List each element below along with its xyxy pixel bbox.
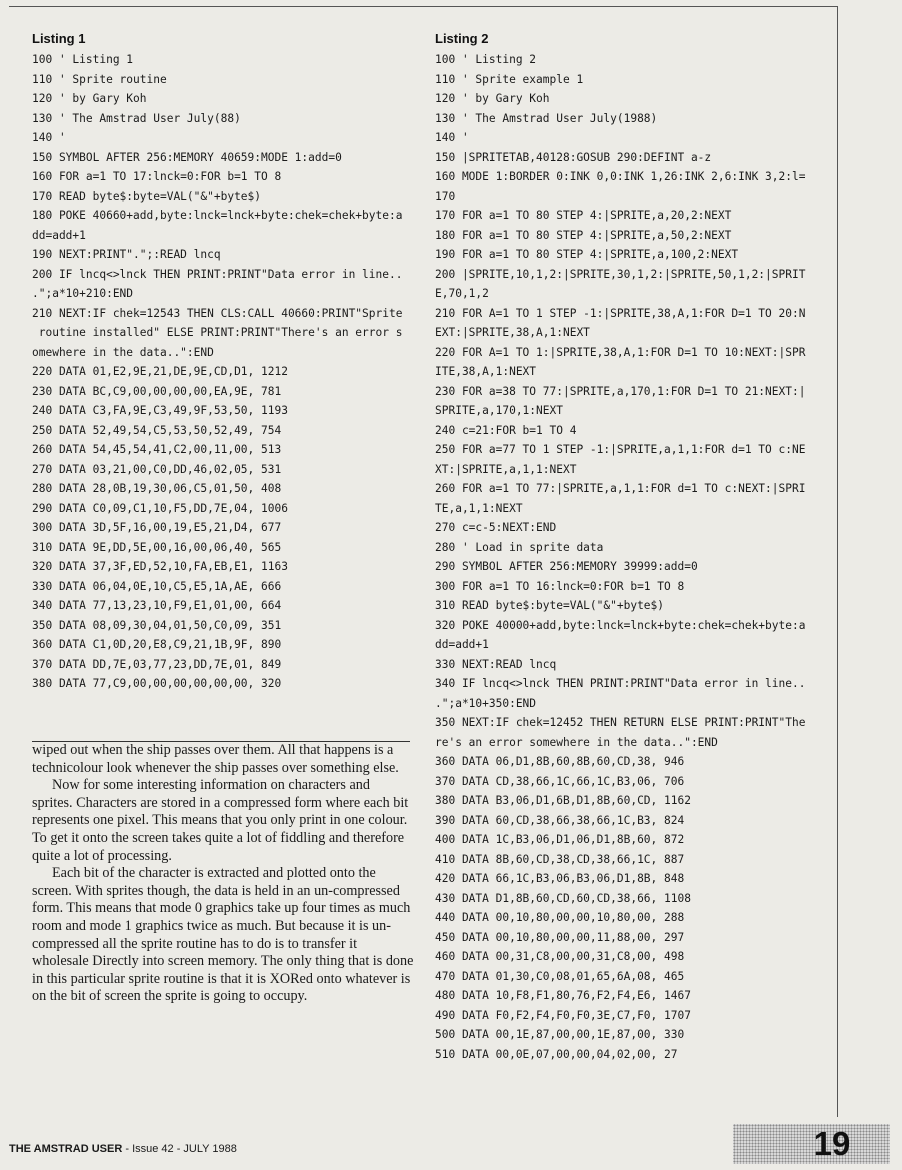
code-line: 360 DATA C1,0D,20,E8,C9,21,1B,9F, 890 bbox=[32, 638, 282, 651]
article-paragraph: Each bit of the character is extracted and plotted onto the screen. With sprites though, the data is held in an un-compressed form. This means that mode 0 graphics take up four times as much room and mode 1 graphics twice as much. But because it is un-compressed all the sprite routine has to do is to transfer it wholesale Directly into screen memory. The only thing that is done in this particular sprite routine is that it is XORed onto whatever is on the bit of screen the sprite is going to occupy. bbox=[32, 865, 414, 1005]
code-line: 390 DATA 60,CD,38,66,38,66,1C,B3, 824 bbox=[435, 813, 685, 827]
code-line: 290 SYMBOL AFTER 256:MEMORY 39999:add=0 bbox=[435, 560, 698, 573]
code-line: 300 FOR a=1 TO 16:lnck=0:FOR b=1 TO 8 bbox=[435, 579, 685, 593]
code-line: 280 DATA 28,0B,19,30,06,C5,01,50, 408 bbox=[32, 482, 282, 495]
code-line: 290 DATA C0,09,C1,10,F5,DD,7E,04, 1006 bbox=[32, 501, 288, 515]
code-line: 140 ' bbox=[32, 131, 66, 144]
code-line: .";a*10+350:END bbox=[435, 696, 537, 710]
code-line: 310 READ byte$:byte=VAL("&"+byte$) bbox=[435, 599, 665, 612]
code-line: 110 ' Sprite routine bbox=[32, 72, 167, 86]
listing-2 bbox=[435, 28, 827, 1064]
code-line: 180 FOR a=1 TO 80 STEP 4:|SPRITE,a,50,2:NEXT bbox=[435, 228, 732, 242]
code-line: 130 ' The Amstrad User July(1988) bbox=[435, 111, 658, 125]
code-line: routine installed" ELSE PRINT:PRINT"There's an error s bbox=[32, 326, 403, 339]
code-line: 190 NEXT:PRINT".";:READ lncq bbox=[32, 248, 221, 261]
code-line: 310 DATA 9E,DD,5E,00,16,00,06,40, 565 bbox=[32, 540, 282, 554]
article-paragraph: Now for some interesting information on characters and sprites. Characters are stored in a compressed form where each bit represents one pixel. This means that you only print in one colour. To get it onto the screen takes quite a lot of fiddling and therefore quite a lot of processing. bbox=[32, 777, 409, 864]
issue-info: Issue 42 - JULY 1988 bbox=[132, 1143, 237, 1155]
code-line: 340 DATA 77,13,23,10,F9,E1,01,00, 664 bbox=[32, 599, 282, 612]
code-line: 350 NEXT:IF chek=12452 THEN RETURN ELSE PRINT:PRINT"The bbox=[435, 716, 806, 729]
code-line: 200 IF lncq<>lnck THEN PRINT:PRINT"Data error in line.. bbox=[32, 267, 403, 281]
code-line: 350 DATA 08,09,30,04,01,50,C0,09, 351 bbox=[32, 618, 282, 632]
code-line: 160 FOR a=1 TO 17:lnck=0:FOR b=1 TO 8 bbox=[32, 170, 282, 183]
code-line: 100 ' Listing 1 bbox=[32, 53, 134, 66]
footer-separator: - bbox=[125, 1143, 129, 1155]
code-line: omewhere in the data..":END bbox=[32, 345, 214, 359]
code-line: 460 DATA 00,31,C8,00,00,31,C8,00, 498 bbox=[435, 950, 685, 963]
listing-2-code bbox=[435, 50, 827, 1064]
page-number: 19 bbox=[813, 1125, 851, 1162]
code-line: dd=add+1 bbox=[435, 638, 489, 651]
code-line: 100 ' Listing 2 bbox=[435, 53, 537, 66]
code-line: 490 DATA F0,F2,F4,F0,F0,3E,C7,F0, 1707 bbox=[435, 1008, 691, 1022]
code-line: 210 NEXT:IF chek=12543 THEN CLS:CALL 40660:PRINT"Sprite bbox=[32, 306, 403, 320]
listing-1-heading: Listing 1 bbox=[32, 31, 86, 46]
code-line: .";a*10+210:END bbox=[32, 287, 134, 300]
code-line: 250 DATA 52,49,54,C5,53,50,52,49, 754 bbox=[32, 423, 282, 437]
code-line: 230 FOR a=38 TO 77:|SPRITE,a,170,1:FOR D=1 TO 21:NEXT:| bbox=[435, 384, 806, 398]
article-body bbox=[32, 742, 414, 1006]
code-line: 360 DATA 06,D1,8B,60,8B,60,CD,38, 946 bbox=[435, 755, 685, 768]
code-line: 230 DATA BC,C9,00,00,00,00,EA,9E, 781 bbox=[32, 384, 282, 398]
code-line: dd=add+1 bbox=[32, 228, 86, 242]
code-line: 450 DATA 00,10,80,00,00,11,88,00, 297 bbox=[435, 930, 685, 944]
code-line: SPRITE,a,170,1:NEXT bbox=[435, 404, 563, 417]
listing-2-heading: Listing 2 bbox=[435, 31, 489, 46]
listing-1 bbox=[32, 28, 428, 694]
code-line: 330 DATA 06,04,0E,10,C5,E5,1A,AE, 666 bbox=[32, 579, 282, 593]
code-line: 240 c=21:FOR b=1 TO 4 bbox=[435, 423, 577, 437]
code-line: 370 DATA CD,38,66,1C,66,1C,B3,06, 706 bbox=[435, 774, 685, 788]
code-line: E,70,1,2 bbox=[435, 287, 489, 300]
code-line: 480 DATA 10,F8,F1,80,76,F2,F4,E6, 1467 bbox=[435, 989, 691, 1002]
code-line: 260 FOR a=1 TO 77:|SPRITE,a,1,1:FOR d=1 TO c:NEXT:|SPRI bbox=[435, 482, 806, 495]
code-line: 370 DATA DD,7E,03,77,23,DD,7E,01, 849 bbox=[32, 657, 282, 671]
listing-1-code bbox=[32, 50, 428, 694]
code-line: re's an error somewhere in the data..":END bbox=[435, 735, 718, 749]
code-line: 320 POKE 40000+add,byte:lnck=lnck+byte:chek=chek+byte:a bbox=[435, 618, 806, 632]
code-line: 180 POKE 40660+add,byte:lnck=lnck+byte:chek=chek+byte:a bbox=[32, 209, 403, 222]
code-line: XT:|SPRITE,a,1,1:NEXT bbox=[435, 462, 577, 476]
code-line: 470 DATA 01,30,C0,08,01,65,6A,08, 465 bbox=[435, 969, 685, 983]
code-line: 440 DATA 00,10,80,00,00,10,80,00, 288 bbox=[435, 911, 685, 924]
code-line: 190 FOR a=1 TO 80 STEP 4:|SPRITE,a,100,2:NEXT bbox=[435, 248, 739, 261]
code-line: 110 ' Sprite example 1 bbox=[435, 72, 584, 86]
article-paragraph: wiped out when the ship passes over them. All that happens is a technicolour look whenever the ship passes over something else. bbox=[32, 742, 399, 776]
code-line: 170 FOR a=1 TO 80 STEP 4:|SPRITE,a,20,2:NEXT bbox=[435, 209, 732, 222]
code-line: 270 c=c-5:NEXT:END bbox=[435, 521, 557, 534]
code-line: 210 FOR A=1 TO 1 STEP -1:|SPRITE,38,A,1:FOR D=1 TO 20:N bbox=[435, 306, 806, 320]
code-line: 220 FOR A=1 TO 1:|SPRITE,38,A,1:FOR D=1 TO 10:NEXT:|SPR bbox=[435, 345, 806, 359]
code-line: 320 DATA 37,3F,ED,52,10,FA,EB,E1, 1163 bbox=[32, 560, 288, 573]
code-line: 380 DATA B3,06,D1,6B,D1,8B,60,CD, 1162 bbox=[435, 794, 691, 807]
code-line: 200 |SPRITE,10,1,2:|SPRITE,30,1,2:|SPRITE,50,1,2:|SPRIT bbox=[435, 267, 806, 281]
code-line: EXT:|SPRITE,38,A,1:NEXT bbox=[435, 326, 590, 339]
code-line: 330 NEXT:READ lncq bbox=[435, 657, 557, 671]
code-line: 280 ' Load in sprite data bbox=[435, 540, 604, 554]
code-line: 420 DATA 66,1C,B3,06,B3,06,D1,8B, 848 bbox=[435, 872, 685, 885]
code-line: ITE,38,A,1:NEXT bbox=[435, 365, 537, 378]
code-line: 250 FOR a=77 TO 1 STEP -1:|SPRITE,a,1,1:FOR d=1 TO c:NE bbox=[435, 443, 806, 456]
code-line: 410 DATA 8B,60,CD,38,CD,38,66,1C, 887 bbox=[435, 852, 685, 866]
code-line: 220 DATA 01,E2,9E,21,DE,9E,CD,D1, 1212 bbox=[32, 365, 288, 378]
code-line: 510 DATA 00,0E,07,00,00,04,02,00, 27 bbox=[435, 1047, 678, 1061]
code-line: 160 MODE 1:BORDER 0:INK 0,0:INK 1,26:INK 2,6:INK 3,2:l= bbox=[435, 170, 806, 183]
code-line: 240 DATA C3,FA,9E,C3,49,9F,53,50, 1193 bbox=[32, 404, 288, 417]
code-line: 170 bbox=[435, 189, 456, 203]
code-line: TE,a,1,1:NEXT bbox=[435, 501, 523, 515]
magazine-name: THE AMSTRAD USER bbox=[9, 1143, 123, 1155]
code-line: 300 DATA 3D,5F,16,00,19,E5,21,D4, 677 bbox=[32, 521, 282, 534]
code-line: 150 |SPRITETAB,40128:GOSUB 290:DEFINT a-z bbox=[435, 150, 712, 164]
code-line: 430 DATA D1,8B,60,CD,60,CD,38,66, 1108 bbox=[435, 891, 691, 905]
code-line: 120 ' by Gary Koh bbox=[435, 92, 550, 105]
code-line: 340 IF lncq<>lnck THEN PRINT:PRINT"Data error in line.. bbox=[435, 677, 806, 690]
code-line: 260 DATA 54,45,54,41,C2,00,11,00, 513 bbox=[32, 443, 282, 456]
code-line: 130 ' The Amstrad User July(88) bbox=[32, 111, 241, 125]
code-line: 120 ' by Gary Koh bbox=[32, 92, 147, 105]
code-line: 150 SYMBOL AFTER 256:MEMORY 40659:MODE 1:add=0 bbox=[32, 150, 342, 164]
page-footer bbox=[9, 1143, 237, 1155]
code-line: 170 READ byte$:byte=VAL("&"+byte$) bbox=[32, 189, 262, 203]
code-line: 270 DATA 03,21,00,C0,DD,46,02,05, 531 bbox=[32, 462, 282, 476]
code-line: 140 ' bbox=[435, 131, 469, 144]
code-line: 400 DATA 1C,B3,06,D1,06,D1,8B,60, 872 bbox=[435, 833, 685, 846]
code-line: 500 DATA 00,1E,87,00,00,1E,87,00, 330 bbox=[435, 1028, 685, 1041]
code-line: 380 DATA 77,C9,00,00,00,00,00,00, 320 bbox=[32, 677, 282, 690]
